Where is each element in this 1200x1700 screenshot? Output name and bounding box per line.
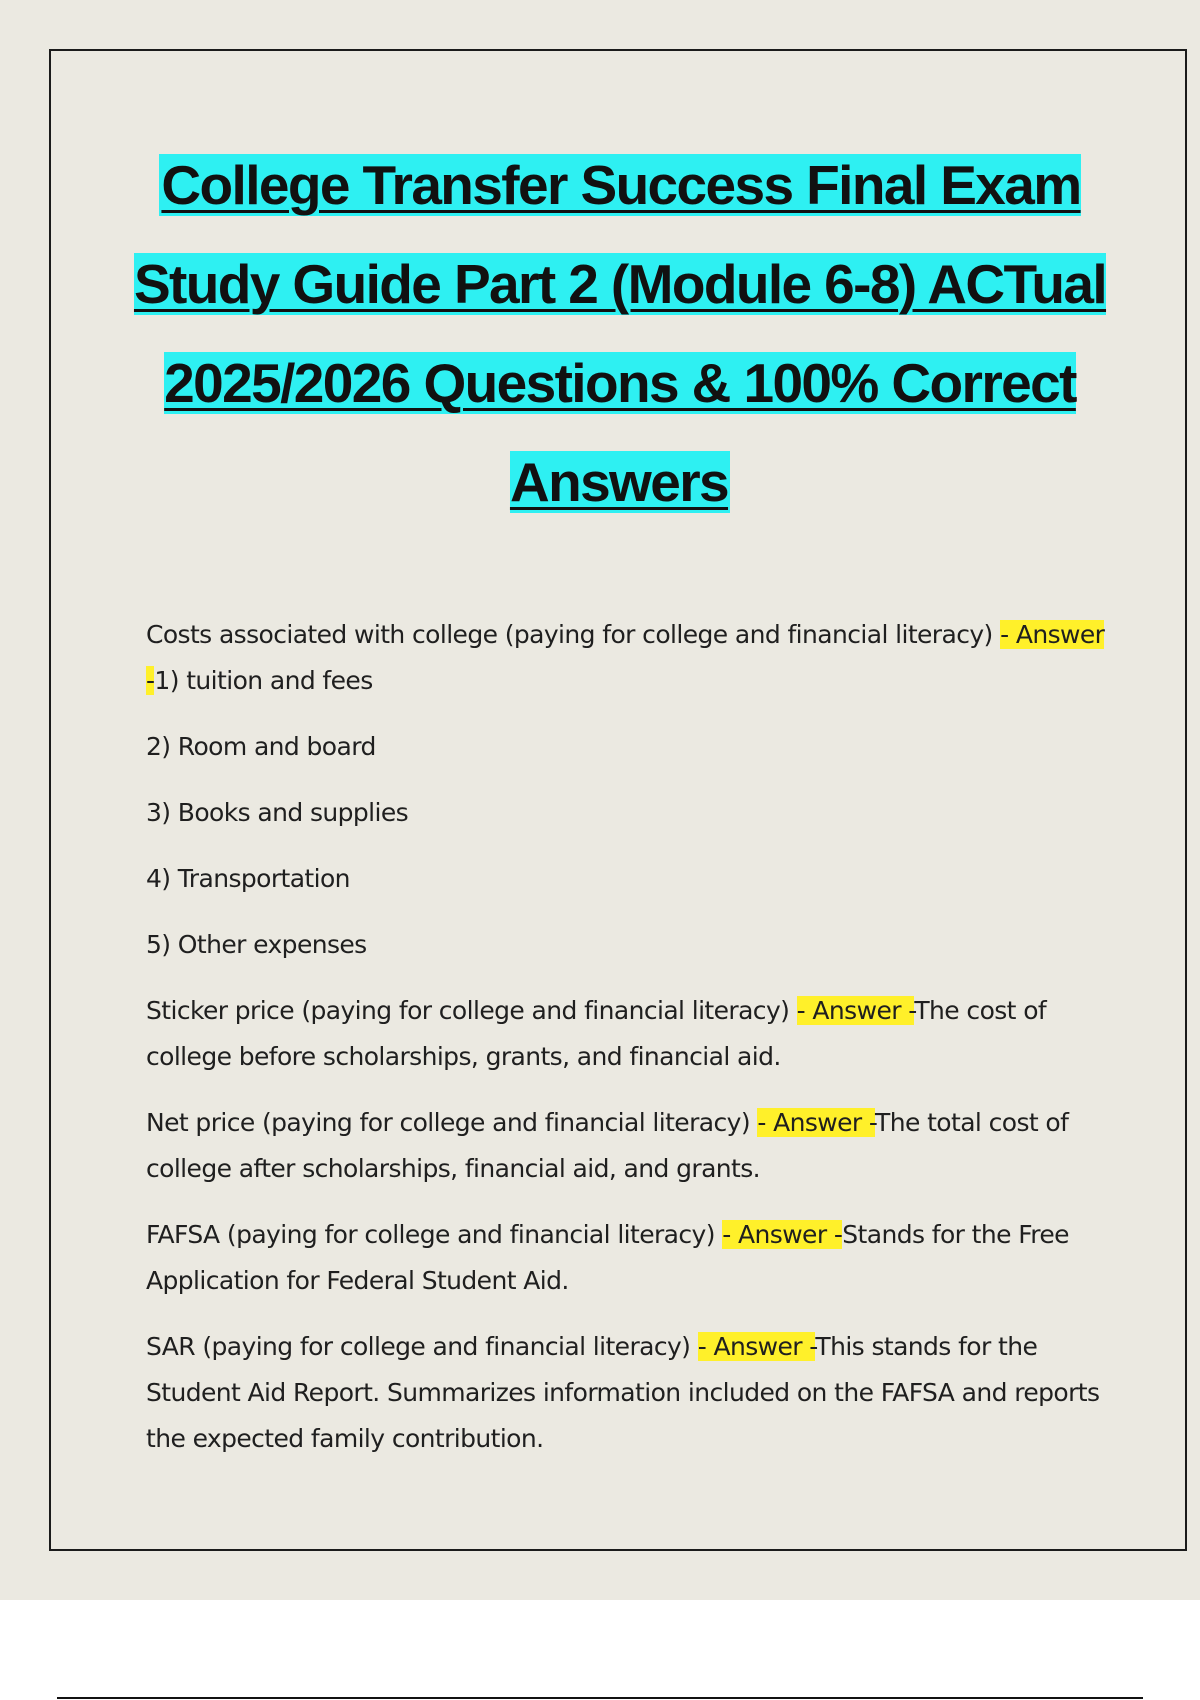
question-text: Net price (paying for college and financial literacy) [146,1108,758,1137]
document-title [100,136,1140,532]
question-text: Sticker price (paying for college and financial literacy) [146,996,797,1025]
qa-item-fafsa [146,1212,1106,1304]
question-text: SAR (paying for college and financial literacy) [146,1332,698,1361]
list-item: 4) Transportation [146,864,350,893]
qa-item-sticker-price [146,988,1106,1080]
answer-marker: - Answer - [757,1108,876,1137]
answer-marker: - Answer - [146,620,1105,695]
answer-marker: - Answer - [796,996,915,1025]
question-text: Costs associated with college (paying for college and financial literacy) [146,620,1001,649]
answer-marker: - Answer - [697,1332,816,1361]
list-item: 3) Books and supplies [146,798,409,827]
answer-text: Stands for the Free Application for Federal Student Aid. [146,1220,1069,1295]
question-text: FAFSA (paying for college and financial literacy) [146,1220,723,1249]
title-highlight: College Transfer Success Final Exam Study Guide Part 2 (Module 6-8) ACTual 2025/2026 Questions & 100% Correct Answers [133,154,1107,513]
qa-list [146,612,1106,1482]
qa-item-net-price [146,1100,1106,1192]
answer-marker: - Answer - [722,1220,843,1249]
bottom-divider [57,1697,1143,1699]
list-item: 5) Other expenses [146,930,367,959]
answer-text: The total cost of college after scholarships, financial aid, and grants. [146,1108,1069,1183]
qa-item-sar [146,1324,1106,1462]
list-item: 2) Room and board [146,732,376,761]
answer-text: 1) tuition and fees [154,666,373,695]
answer-text: The cost of college before scholarships, grants, and financial aid. [146,996,1047,1071]
answer-text: This stands for the Student Aid Report. Summarizes information included on the FAFSA and reports the expected family contribution. [146,1332,1100,1453]
qa-item-costs [146,612,1106,704]
